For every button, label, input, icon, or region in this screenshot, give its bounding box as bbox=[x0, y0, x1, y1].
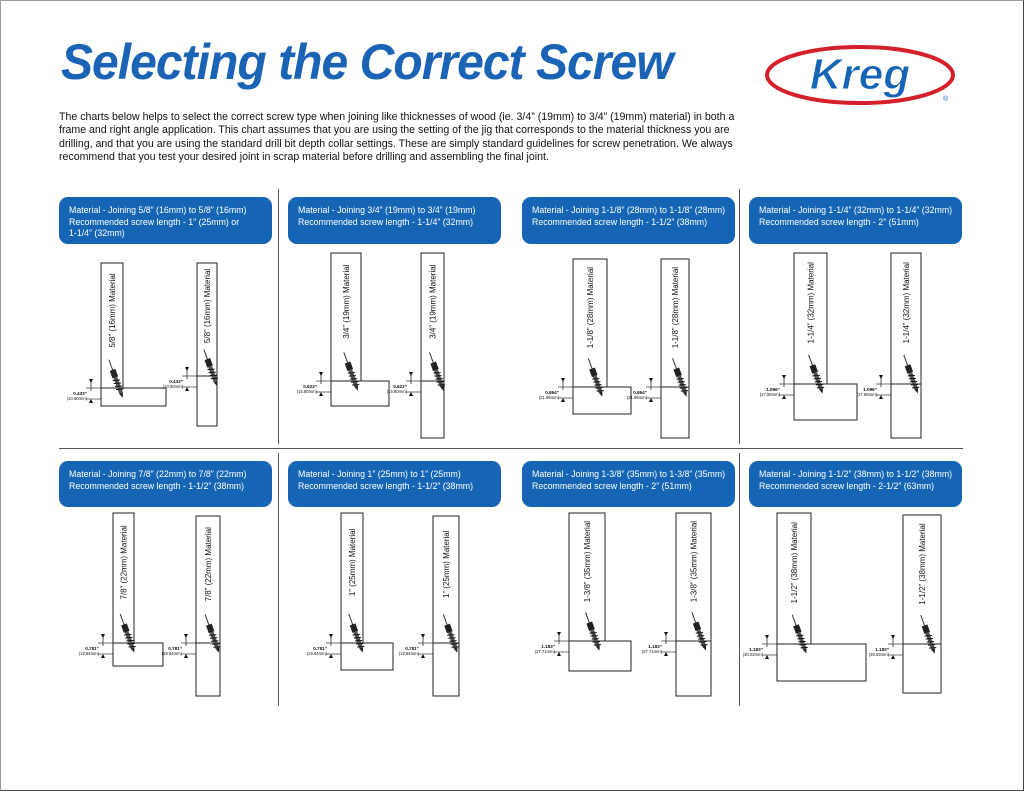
panel-header-1 bbox=[59, 197, 272, 244]
panel-header-3 bbox=[522, 197, 735, 244]
horizontal-board bbox=[794, 384, 857, 420]
panel-header-line2: Recommended screw length - 1” (25mm) or bbox=[69, 216, 240, 227]
intro-paragraph: The charts below helps to select the correct screw type when joining like thicknesses of wood (ie. 3/4” (19mm) to 3/4” (19mm) material) in both a frame and right angle application. This chart assumes that you are using the setting of the jig that corresponds to the material thickness you are drilling, and that you are using the standard drill bit depth collar settings. These are simply standard guidelines for screw penetration. We always recommend that you test your desired joint in scrap material before drilling and assembling the final joint. bbox=[59, 111, 735, 164]
dimension-inches: 1.183” bbox=[875, 647, 889, 652]
page-title: Selecting the Correct Screw bbox=[61, 34, 673, 90]
panel-header-line2: Recommended screw length - 1-1/4” (32mm) bbox=[298, 216, 474, 227]
panel-header-7 bbox=[522, 461, 735, 507]
material-label: 1-1/4” (32mm) Material bbox=[902, 262, 911, 344]
panel-header-8 bbox=[749, 461, 962, 507]
lower-board bbox=[903, 644, 941, 693]
horizontal-board bbox=[569, 641, 631, 671]
panel-header-line2: Recommended screw length - 1-1/2” (38mm) bbox=[298, 480, 474, 491]
dimension-inches: 0.864” bbox=[633, 390, 647, 395]
horizontal-board bbox=[777, 644, 866, 681]
dimension-mm: (27.85mm) bbox=[759, 392, 780, 397]
dimension-inches: 0.623” bbox=[393, 384, 407, 389]
dimension-inches: 0.781” bbox=[405, 646, 419, 651]
svg-text:®: ® bbox=[943, 96, 949, 103]
lower-board bbox=[433, 643, 459, 696]
lower-board bbox=[197, 376, 217, 426]
panel-header-line1: Material - Joining 3/4” (19mm) to 3/4” (19mm) bbox=[298, 205, 476, 215]
dimension-mm: (19.84mm) bbox=[398, 651, 419, 656]
panel-header-line2: Recommended screw length - 1-1/2” (38mm) bbox=[69, 480, 245, 491]
dimension-mm: (19.84mm) bbox=[161, 651, 182, 656]
dimension-mm: (10.50mm) bbox=[66, 396, 87, 401]
panel-header-line3: 1-1/4” (32mm) bbox=[69, 228, 125, 238]
dimension-mm: (27.71mm) bbox=[534, 649, 555, 654]
dimension-inches: 0.781” bbox=[85, 646, 99, 651]
dimension-mm: (15.80mm) bbox=[296, 389, 317, 394]
panel-header-line1: Material - Joining 1-1/8” (28mm) to 1-1/8” (28mm) bbox=[532, 205, 726, 215]
dimension-inches: 0.433” bbox=[73, 391, 87, 396]
dimension-mm: (10.50mm) bbox=[162, 384, 183, 389]
horizontal-board bbox=[113, 643, 163, 666]
dimension-inches: 1.096” bbox=[863, 387, 877, 392]
panel-header-line2: Recommended screw length - 2-1/2” (63mm) bbox=[759, 480, 935, 491]
horizontal-board bbox=[341, 643, 393, 670]
panel-header-2 bbox=[288, 197, 501, 244]
panel-header-line1: Material - Joining 5/8” (16mm) to 5/8” (16mm) bbox=[69, 205, 247, 215]
dimension-mm: (15.80mm) bbox=[386, 389, 407, 394]
panel-header-line2: Recommended screw length - 2” (51mm) bbox=[532, 480, 692, 491]
lower-board bbox=[891, 384, 921, 438]
horizontal-board bbox=[101, 388, 166, 406]
panel-header-line1: Material - Joining 1” (25mm) to 1” (25mm) bbox=[298, 469, 461, 479]
dimension-mm: (27.85mm) bbox=[856, 392, 877, 397]
dimension-inches: 1.183” bbox=[541, 644, 555, 649]
lower-board bbox=[196, 643, 220, 696]
material-label: 1-1/2” (38mm) Material bbox=[790, 522, 799, 604]
material-label: 1-1/2” (38mm) Material bbox=[918, 523, 927, 605]
material-label: 3/4” (19mm) Material bbox=[342, 264, 351, 339]
lower-board bbox=[421, 381, 444, 438]
kreg-logo-text: Kreg bbox=[809, 50, 911, 99]
dimension-mm: (21.95mm) bbox=[626, 395, 647, 400]
material-label: 5/8” (16mm) Material bbox=[108, 273, 117, 348]
material-label: 1” (25mm) Material bbox=[442, 530, 451, 599]
dimension-inches: 1.183” bbox=[749, 647, 763, 652]
dimension-mm: (19.84mm) bbox=[306, 651, 327, 656]
dimension-mm: (19.84mm) bbox=[78, 651, 99, 656]
dimension-inches: 1.096” bbox=[766, 387, 780, 392]
material-label: 1-1/8” (28mm) Material bbox=[671, 266, 680, 349]
panel-header-line2: Recommended screw length - 2” (51mm) bbox=[759, 216, 919, 227]
dimension-mm: (27.71mm) bbox=[641, 649, 662, 654]
material-label: 3/4” (19mm) Material bbox=[428, 264, 438, 339]
panel-header-6 bbox=[288, 461, 501, 507]
horizontal-board bbox=[331, 381, 389, 406]
material-label: 1-1/8” (28mm) Material bbox=[586, 266, 595, 349]
panel-header-line2: Recommended screw length - 1-1/2” (38mm) bbox=[532, 216, 708, 227]
material-label: 1-1/4” (32mm) Material bbox=[806, 262, 816, 344]
screw-diagrams bbox=[1, 1, 1023, 790]
dimension-inches: 0.781” bbox=[168, 646, 182, 651]
dimension-inches: 0.781” bbox=[313, 646, 327, 651]
material-label: 7/8” (22mm) Material bbox=[204, 527, 213, 602]
dimension-mm: (21.95mm) bbox=[538, 395, 559, 400]
material-label: 7/8” (22mm) Material bbox=[119, 525, 129, 600]
dimension-inches: 0.623” bbox=[303, 384, 317, 389]
panel-header-line1: Material - Joining 7/8” (22mm) to 7/8” (22mm) bbox=[69, 469, 247, 479]
panel-header-line1: Material - Joining 1-3/8” (35mm) to 1-3/8” (35mm) bbox=[532, 469, 726, 479]
dimension-inches: 0.433” bbox=[169, 379, 183, 384]
dimension-mm: (30.03mm) bbox=[742, 652, 763, 657]
dimension-inches: 0.864” bbox=[545, 390, 559, 395]
material-label: 5/8” (16mm) Material bbox=[203, 268, 212, 344]
material-label: 1” (25mm) Material bbox=[348, 528, 357, 597]
panel-header-4 bbox=[749, 197, 962, 244]
dimension-mm: (30.03mm) bbox=[868, 652, 889, 657]
panel-header-line1: Material - Joining 1-1/4” (32mm) to 1-1/4” (32mm) bbox=[759, 205, 953, 215]
material-label: 1-3/8” (35mm) Material bbox=[689, 520, 699, 603]
panel-header-line1: Material - Joining 1-1/2” (38mm) to 1-1/2” (38mm) bbox=[759, 469, 953, 479]
material-label: 1-3/8” (35mm) Material bbox=[583, 520, 592, 603]
panel-header-5 bbox=[59, 461, 272, 507]
dimension-inches: 1.183” bbox=[648, 644, 662, 649]
